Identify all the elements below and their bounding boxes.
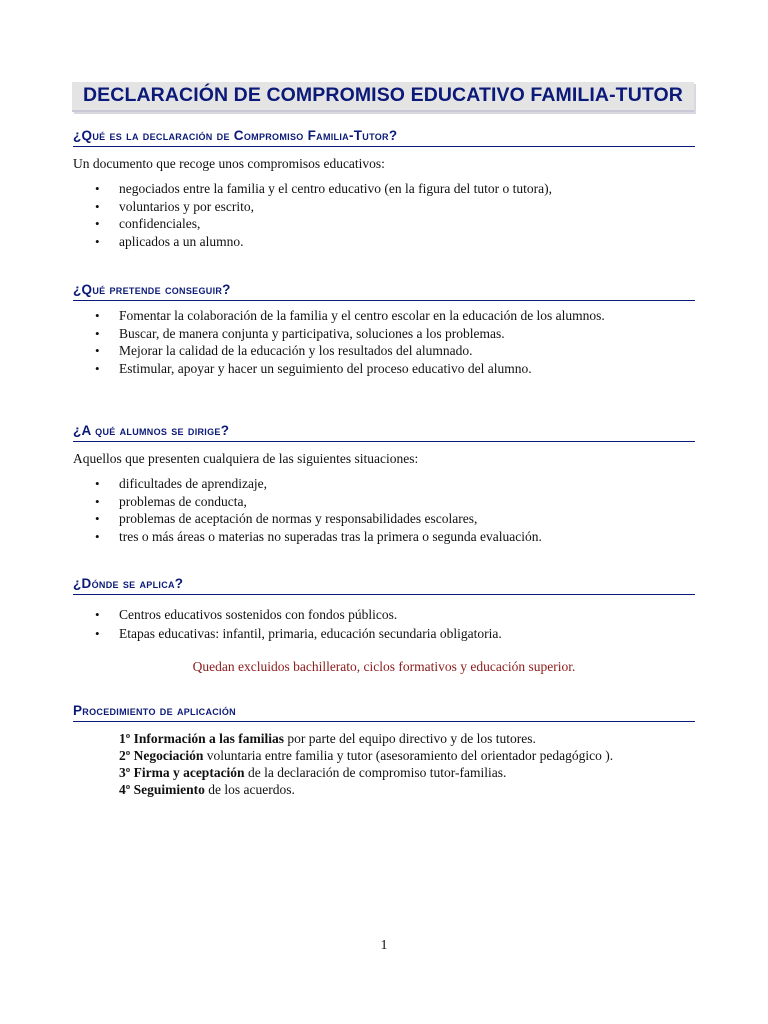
bullet-list [73, 307, 695, 377]
page-number: 1 [380, 938, 388, 953]
section-heading: ¿Dónde se aplica? [73, 576, 695, 595]
list-item: • aplicados a un alumno. [95, 233, 244, 249]
procedure-step: 1º Información a las familias por parte del equipo directivo y de los tutores. [119, 731, 536, 746]
section-que-pretende [73, 282, 695, 377]
bullet-icon: • [95, 360, 100, 376]
section-donde [73, 576, 695, 675]
section-heading: ¿A qué alumnos se dirige? [73, 423, 695, 442]
procedure-step: 3º Firma y aceptación de la declaración de compromiso tutor-familias. [119, 765, 507, 780]
step-title: Firma y aceptación [133, 765, 245, 780]
bullet-icon: • [95, 528, 100, 544]
list-item: • tres o más áreas o materias no superadas tras la primera o segunda evaluación. [95, 528, 542, 544]
list-item: • problemas de aceptación de normas y responsabilidades escolares, [95, 511, 478, 526]
document-title: DECLARACIÓN DE COMPROMISO EDUCATIVO FAMILIA-TUTOR [82, 84, 683, 106]
step-title: Información a las familias [133, 731, 284, 746]
section-procedimiento [73, 703, 695, 798]
bullet-icon: • [95, 493, 100, 509]
procedure-steps [73, 730, 695, 798]
section-a-que-alumnos [73, 423, 695, 545]
section-heading: ¿Qué es la declaración de Compromiso Familia-Tutor? [73, 128, 695, 147]
bullet-icon: • [95, 476, 100, 491]
step-title: Seguimiento [133, 782, 205, 797]
procedure-step: 4º Seguimiento de los acuerdos. [119, 782, 295, 797]
bullet-icon: • [95, 198, 100, 214]
section-intro: Un documento que recoge unos compromisos educativos: [73, 156, 385, 171]
bullet-icon: • [95, 607, 100, 622]
section-heading: ¿Qué pretende conseguir? [73, 282, 695, 301]
bullet-icon: • [95, 308, 100, 323]
bullet-list [73, 605, 695, 643]
exclusion-note: Quedan excluidos bachillerato, ciclos formativos y educación superior. [192, 659, 576, 674]
bullet-list [73, 475, 695, 545]
list-item: • Buscar, de manera conjunta y participativa, soluciones a los problemas. [95, 325, 505, 341]
list-item: • Centros educativos sostenidos con fondos públicos. [95, 607, 398, 622]
bullet-icon: • [95, 511, 100, 526]
step-title: Negociación [133, 748, 204, 763]
list-item: • dificultades de aprendizaje, [95, 476, 268, 491]
section-heading: Procedimiento de aplicación [73, 703, 695, 722]
list-item: • problemas de conducta, [95, 493, 247, 509]
bullet-icon: • [95, 181, 100, 196]
bullet-icon: • [95, 343, 100, 358]
list-item: • Mejorar la calidad de la educación y los resultados del alumnado. [95, 343, 473, 358]
list-item: • Fomentar la colaboración de la familia y el centro escolar en la educación de los alumnos. [95, 308, 605, 323]
bullet-icon: • [95, 325, 100, 341]
list-item: • voluntarios y por escrito, [95, 198, 254, 214]
list-item: • negociados entre la familia y el centro educativo (en la figura del tutor o tutora), [95, 181, 552, 196]
list-item: • Estimular, apoyar y hacer un seguimiento del proceso educativo del alumno. [95, 360, 532, 376]
bullet-icon: • [95, 626, 100, 641]
bullet-icon: • [95, 233, 100, 249]
bullet-icon: • [95, 216, 100, 231]
list-item: • confidenciales, [95, 216, 201, 231]
section-intro: Aquellos que presenten cualquiera de las siguientes situaciones: [73, 451, 419, 466]
document-title-bar [72, 82, 694, 112]
bullet-list [73, 180, 695, 250]
list-item: • Etapas educativas: infantil, primaria, educación secundaria obligatoria. [95, 626, 502, 641]
section-que-es [73, 128, 695, 250]
procedure-step: 2º Negociación voluntaria entre familia y tutor (asesoramiento del orientador pedagógico ). [119, 748, 614, 763]
